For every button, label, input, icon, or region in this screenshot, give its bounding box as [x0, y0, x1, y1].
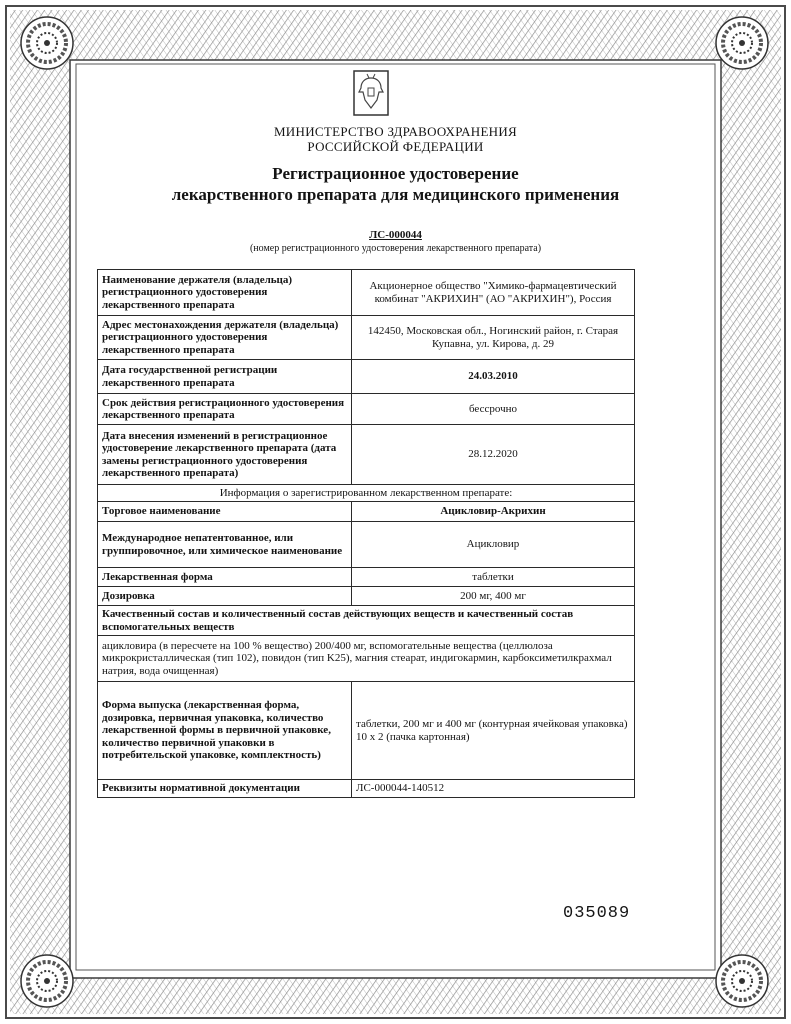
table-row [98, 502, 635, 522]
registration-date-value: 24.03.2010 [352, 360, 635, 394]
drug-info-heading: Информация о зарегистрированном лекарственном препарате: [98, 485, 635, 502]
document-title: Регистрационное удостоверение [272, 164, 519, 183]
validity-label: Срок действия регистрационного удостоверения лекарственного препарата [98, 394, 352, 425]
holder-address-label: Адрес местонахождения держателя (владельца) регистрационного удостоверения лекарственного препарата [98, 316, 352, 360]
ministry-name: МИНИСТЕРСТВО ЗДРАВООХРАНЕНИЯ [273, 124, 518, 139]
composition-value: ацикловира (в пересчете на 100 % вещество) 200/400 мг, вспомогательные вещества (целлюлоза микрокристаллическая (тип 102), повидон (тип K25), магния стеарат, индигокармин, карбоксиметилкрахмал натрия, вода очищенная) [98, 636, 635, 682]
table-row [98, 270, 635, 316]
dosage-value: 200 мг, 400 мг [352, 587, 635, 606]
normative-doc-label: Реквизиты нормативной документации [98, 780, 352, 798]
changes-date-value: 28.12.2020 [352, 425, 635, 485]
holder-name-value: Акционерное общество "Химико-фармацевтический комбинат "АКРИХИН" (АО "АКРИХИН"), Россия [352, 270, 635, 316]
ministry-name-country: РОССИЙСКОЙ ФЕДЕРАЦИИ [307, 139, 484, 154]
serial-number: 035089 [563, 904, 631, 923]
inn-label: Международное непатентованное, или группировочное, или химическое наименование [98, 522, 352, 568]
validity-value: бессрочно [352, 394, 635, 425]
registration-date-label: Дата государственной регистрации лекарственного препарата [98, 360, 352, 394]
registration-number: ЛС-000044 [369, 229, 422, 241]
release-form-label: Форма выпуска (лекарственная форма, дозировка, первичная упаковка, количество лекарственной формы в первичной упаковке, количество первичной упаковки в потребительской упаковке, комплектность) [98, 682, 352, 780]
holder-address-value: 142450, Московская обл., Ногинский район, г. Старая Купавна, ул. Кирова, д. 29 [352, 316, 635, 360]
table-row [98, 682, 635, 780]
certificate-table [97, 269, 635, 798]
composition-label: Качественный состав и количественный состав действующих веществ и качественный состав вспомогательных веществ [98, 606, 635, 636]
dosage-form-value: таблетки [352, 568, 635, 587]
table-row [98, 425, 635, 485]
table-row [98, 316, 635, 360]
inn-value: Ацикловир [352, 522, 635, 568]
table-row [98, 606, 635, 636]
table-row [98, 587, 635, 606]
table-row [98, 522, 635, 568]
holder-name-label: Наименование держателя (владельца) регистрационного удостоверения лекарственного препарата [98, 270, 352, 316]
trade-name-label: Торговое наименование [98, 502, 352, 522]
registration-number-caption: (номер регистрационного удостоверения лекарственного препарата) [249, 243, 542, 254]
corner-rosette-icon [713, 14, 771, 72]
coat-of-arms-icon [353, 70, 389, 116]
table-row [98, 485, 635, 502]
corner-rosette-icon [18, 14, 76, 72]
table-row [98, 394, 635, 425]
table-row [98, 636, 635, 682]
dosage-label: Дозировка [98, 587, 352, 606]
table-row [98, 360, 635, 394]
table-row [98, 568, 635, 587]
release-form-value: таблетки, 200 мг и 400 мг (контурная ячейковая упаковка) 10 x 2 (пачка картонная) [352, 682, 635, 780]
corner-rosette-icon [18, 952, 76, 1010]
document-subtitle: лекарственного препарата для медицинского применения [171, 185, 620, 204]
corner-rosette-icon [713, 952, 771, 1010]
changes-date-label: Дата внесения изменений в регистрационное удостоверение лекарственного препарата (дата замены регистрационного удостоверения лекарственного препарата) [98, 425, 352, 485]
table-row [98, 780, 635, 798]
dosage-form-label: Лекарственная форма [98, 568, 352, 587]
trade-name-value: Ацикловир-Акрихин [352, 502, 635, 522]
normative-doc-value: ЛС-000044-140512 [352, 780, 635, 798]
